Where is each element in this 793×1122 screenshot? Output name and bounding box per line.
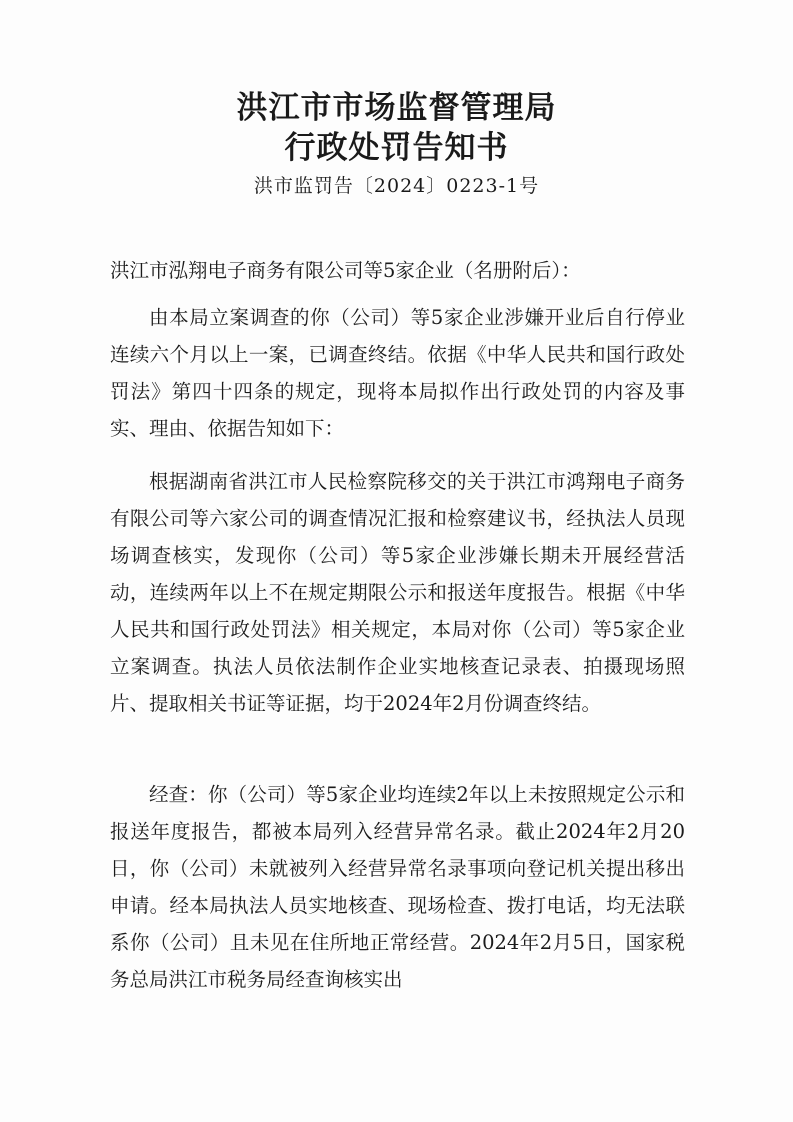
paragraph-intro: 由本局立案调查的你（公司）等5家企业涉嫌开业后自行停业连续六个月以上一案，已调查终结。依据《中华人民共和国行政处罚法》第四十四条的规定，现将本局拟作出行政处罚的内容及事实、理由、依据告知如下： bbox=[110, 306, 685, 440]
addressee: 洪江市泓翔电子商务有限公司等5家企业（名册附后）： bbox=[110, 259, 581, 282]
paragraph-findings: 经查：你（公司）等5家企业均连续2年以上未按照规定公示和报送年度报告，都被本局列入经营异常名录。截止2024年2月20日，你（公司）未就被列入经营异常名录事项向登记机关提出移出申请。经本局执法人员实地核查、现场检查、拨打电话，均无法联系你（公司）且未见在住所地正常经营。2024年2月5日，国家税务总局洪江市税务局经查询核实出 bbox=[110, 783, 685, 991]
document-number: 洪市监罚告〔2024〕0223-1号 bbox=[253, 175, 540, 197]
paragraph-investigation: 根据湖南省洪江市人民检察院移交的关于洪江市鸿翔电子商务有限公司等六家公司的调查情况汇报和检察建议书，经执法人员现场调查核实，发现你（公司）等5家企业涉嫌长期未开展经营活动，连续两年以上不在规定期限公示和报送年度报告。根据《中华人民共和国行政处罚法》相关规定，本局对你（公司）等5家企业立案调查。执法人员依法制作企业实地核查记录表、拍摄现场照片、提取相关书证等证据，均于2024年2月份调查终结。 bbox=[110, 470, 685, 715]
document-title-authority: 洪江市市场监督管理局 bbox=[236, 90, 557, 126]
document-title-type: 行政处罚告知书 bbox=[284, 130, 509, 166]
